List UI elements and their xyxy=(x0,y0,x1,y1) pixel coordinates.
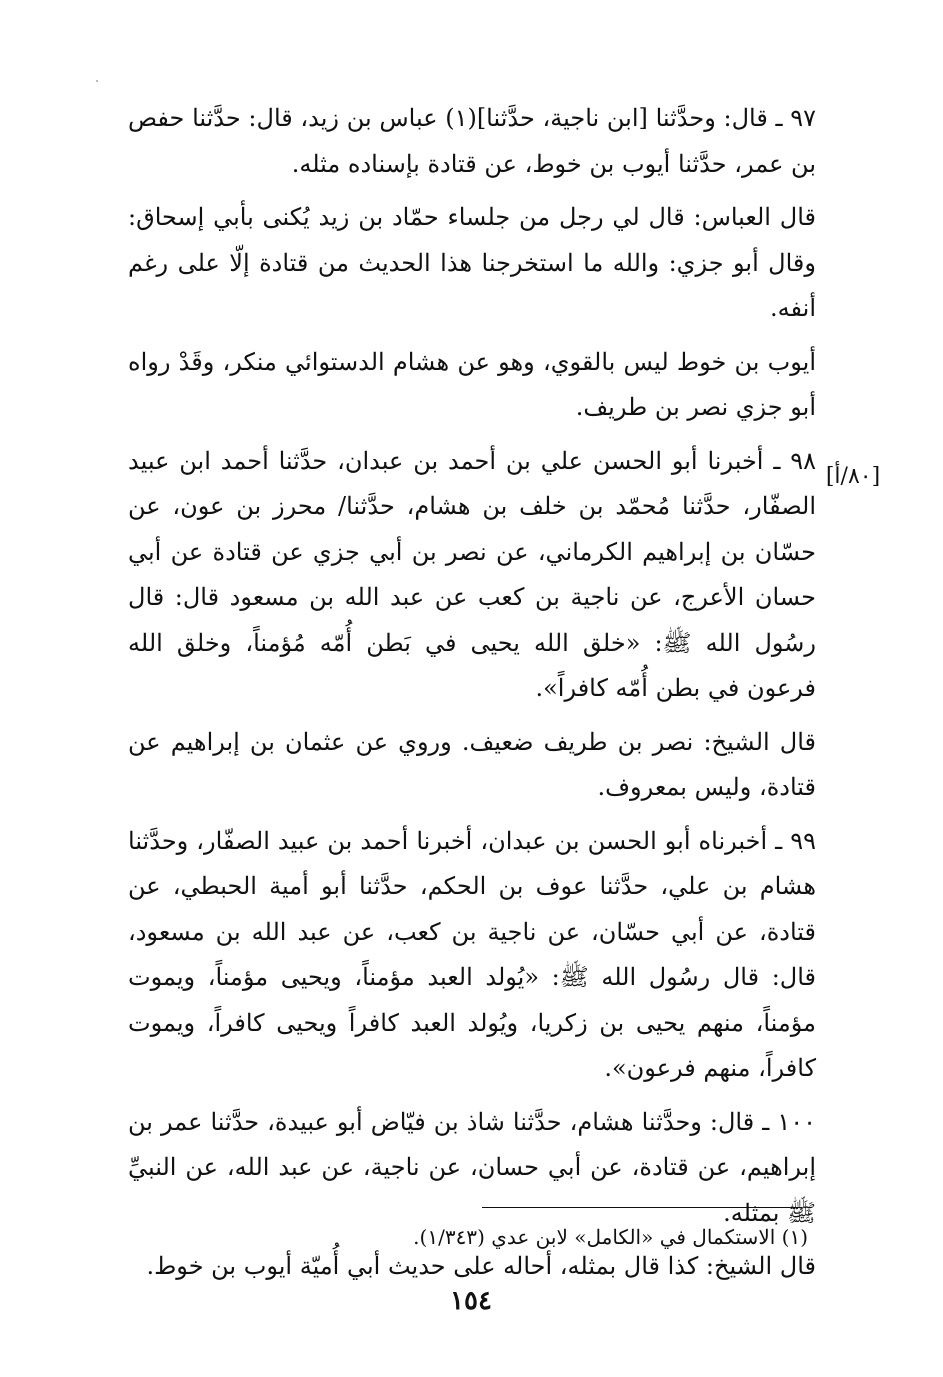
footnote-divider xyxy=(482,1207,802,1208)
paragraph-abbas: قال العباس: قال لي رجل من جلساء حمّاد بن زيد يُكنى بأبي إسحاق: وقال أبو جزي: والله ما استخرجنا هذا الحديث من قتادة إلّا على رغم أنفه. xyxy=(128,203,816,322)
main-text xyxy=(128,96,816,1298)
page-number: ١٥٤ xyxy=(450,1286,492,1316)
paragraph-shaykh-2: قال الشيخ: كذا قال بمثله، أحاله على حديث أبي أُميّة أيوب بن خوط. xyxy=(146,1252,816,1280)
manuscript-folio-note: [٨٠/أ] xyxy=(825,464,881,489)
paragraph-shaykh-1: قال الشيخ: نصر بن طريف ضعيف. وروي عن عثمان بن إبراهيم عن قتادة، وليس بمعروف. xyxy=(128,727,816,801)
paragraph-100: ١٠٠ ـ قال: وحدَّثنا هشام، حدَّثنا شاذ بن فيّاض أبو عبيدة، حدَّثنا عمر بن إبراهيم، عن قتادة، عن أبي حسان، عن ناجية، عن عبد الله، عن النبيِّ ﷺ بمثله. xyxy=(128,1107,816,1227)
paragraph-98: ٩٨ ـ أخبرنا أبو الحسن علي بن أحمد بن عبدان، حدَّثنا أحمد ابن عبيد الصفّار، حدَّثنا مُحمّد بن خلف بن هشام، حدَّثنا/ محرز بن عون، عن حسّان بن إبراهيم الكرماني، عن نصر بن أبي جزي عن قتادة عن أبي حسان الأعرج، عن ناجية بن كعب عن عبد الله بن مسعود قال: قال رسُول الله ﷺ: «خلق الله يحيى في بَطن أُمّه مُؤمناً، وخلق الله فرعون في بطن أُمّه كافراً». xyxy=(128,446,816,702)
footnote: (١) الاستكمال في «الكامل» لابن عدي (١/٣٤٣). xyxy=(413,1225,808,1249)
paragraph-99: ٩٩ ـ أخبرناه أبو الحسن بن عبدان، أخبرنا أحمد بن عبيد الصفّار، وحدَّثنا هشام بن علي، حدَّثنا عوف بن الحكم، حدَّثنا أبو أمية الحبطي، عن قتادة، عن أبي حسّان، عن ناجية بن كعب، عن عبد الله بن مسعود، قال: قال رسُول الله ﷺ: «يُولد العبد مؤمناً، ويحيى مؤمناً، ويموت مؤمناً، منهم يحيى بن زكريا، ويُولد العبد كافراً ويحيى كافراً، ويموت كافراً، منهم فرعون». xyxy=(128,826,816,1082)
scan-speck xyxy=(96,80,98,82)
paragraph-ayyub: أيوب بن خوط ليس بالقوي، وهو عن هشام الدستوائي منكر، وقَدْ رواه أبو جزي نصر بن طريف. xyxy=(128,347,816,421)
paragraph-97: ٩٧ ـ قال: وحدَّثنا [ابن ناجية، حدَّثنا](١) عباس بن زيد، قال: حدَّثنا حفص بن عمر، حدَّثنا أيوب بن خوط، عن قتادة بإسناده مثله. xyxy=(128,104,816,178)
